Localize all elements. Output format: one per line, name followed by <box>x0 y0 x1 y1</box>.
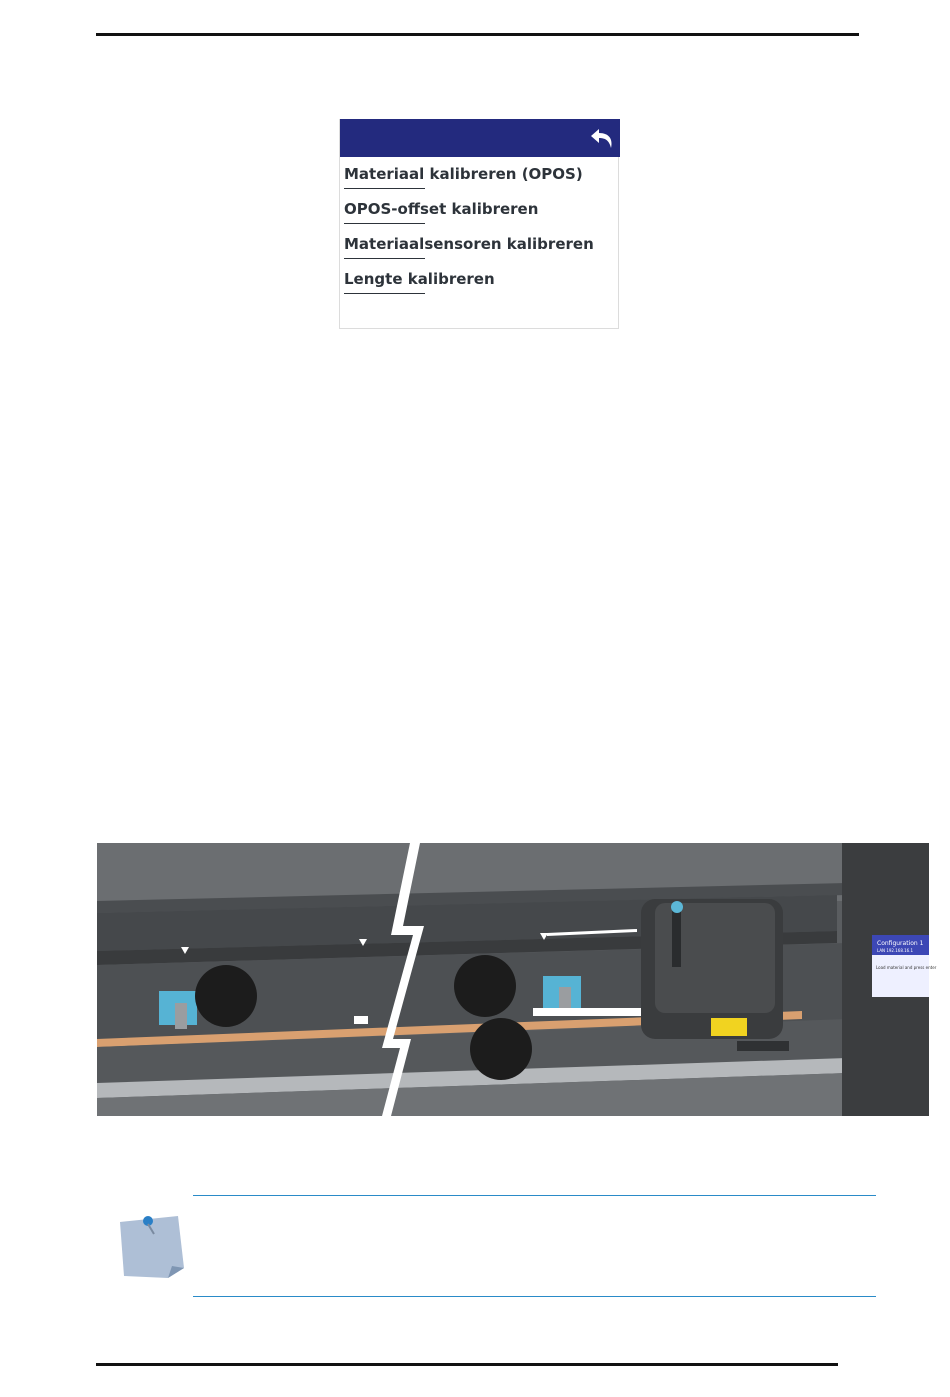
note-rule-bottom <box>193 1296 876 1297</box>
screen-title: Configuration 1 <box>877 940 924 947</box>
screen-subtitle: LAN 192.168.16.1 <box>877 948 914 953</box>
menu-item-label: Materiaalsensoren kalibreren <box>344 235 594 253</box>
back-arrow-icon[interactable] <box>590 127 616 151</box>
top-rule <box>96 33 859 36</box>
menu-item-length-calibrate[interactable] <box>344 264 614 296</box>
pinned-note-icon <box>110 1212 190 1282</box>
menu-item-label: OPOS-offset kalibreren <box>344 200 539 218</box>
menu-item-underline <box>344 293 425 294</box>
menu-item-underline <box>344 188 425 189</box>
bottom-rule <box>96 1363 838 1366</box>
calibration-menu <box>339 119 619 329</box>
menu-item-label: Lengte kalibreren <box>344 270 495 288</box>
screen-body: Load material and press enter <box>876 965 937 970</box>
note-rule-top <box>193 1195 876 1196</box>
menu-item-material-sensors-calibrate[interactable] <box>344 229 614 261</box>
menu-item-underline <box>344 258 425 259</box>
cutter-illustration <box>97 843 937 1116</box>
menu-item-underline <box>344 223 425 224</box>
menu-item-label: Materiaal kalibreren (OPOS) <box>344 165 583 183</box>
menu-item-opos-offset-calibrate[interactable] <box>344 194 614 226</box>
menu-header <box>340 119 620 157</box>
menu-item-material-calibrate-opos[interactable] <box>344 159 614 191</box>
